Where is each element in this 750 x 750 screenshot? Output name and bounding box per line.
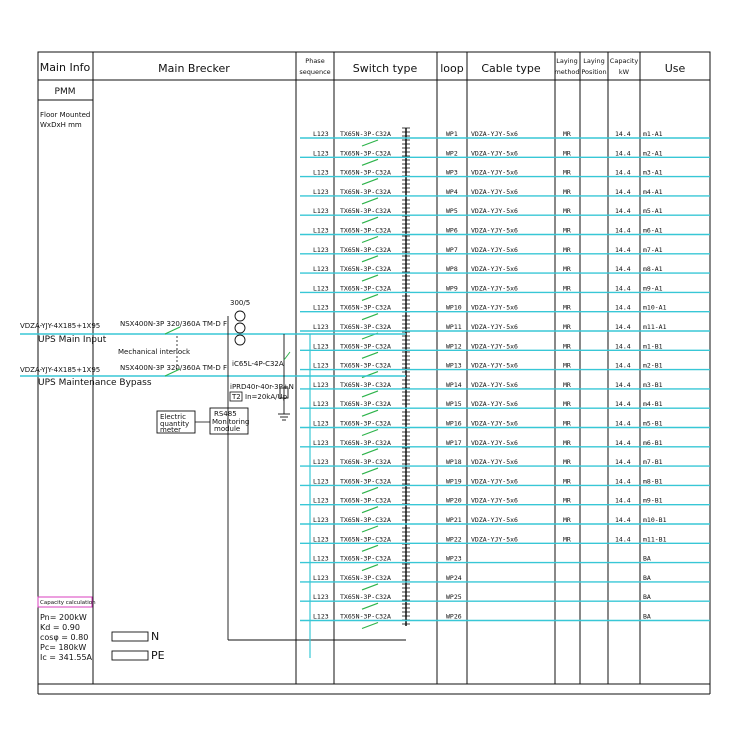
spd-type: T2 [232,393,241,401]
neutral-label: N [151,630,160,643]
circuit-capacity: 14.4 [615,535,631,544]
spd-branch [278,334,290,420]
circuit-phase: L123 [313,207,329,216]
header-switch-type: Switch type [352,62,418,75]
ct-ratio: 300/5 [230,299,251,307]
circuit-capacity: 14.4 [615,303,631,312]
circuit-capacity: 14.4 [615,207,631,216]
circuit-breaker-symbol [362,545,378,551]
circuit-phase: L123 [313,496,329,505]
circuit-loop: WP1 [446,130,458,138]
circuit-loop: WP21 [446,516,462,524]
circuit-switch-type: TX65N-3P-C32A [340,438,391,447]
circuit-row [300,420,710,436]
circuit-loop: WP25 [446,593,462,602]
header-phase-line2: sequence [299,68,331,76]
circuit-cable-type: VDZA-YJY-5x6 [471,226,518,235]
circuit-use: m9-B1 [643,496,663,505]
circuit-capacity: 14.4 [615,419,631,428]
circuit-cable-type: VDZA-YJY-5x6 [471,496,518,505]
circuit-use: m4-A1 [643,187,663,196]
circuit-switch-type: TX65N-3P-C32A [340,612,391,621]
circuit-capacity: 14.4 [615,226,631,235]
incoming-label-1: UPS Main Input [38,335,107,345]
header-main-info: Main Info [39,61,91,74]
panel-mount-line1: Floor Mounted [40,111,91,119]
capacity-ic: Ic = 341.55A [40,653,93,662]
circuit-loop: WP14 [446,380,462,389]
circuit-switch-type: TX65N-3P-C32A [340,593,391,602]
circuit-capacity: 14.4 [615,323,631,331]
circuit-row [300,265,710,281]
circuit-capacity: 14.4 [615,168,631,177]
circuit-cable-type: VDZA-YJY-5x6 [471,342,518,351]
circuit-row [300,188,710,204]
circuit-loop: WP7 [446,245,458,254]
circuit-loop: WP23 [446,554,462,563]
circuit-breaker-symbol [362,217,378,223]
circuit-use: m6-B1 [643,438,663,447]
circuit-laying-method: MR [563,400,571,409]
circuit-loop: WP6 [446,226,458,235]
circuit-row [300,284,710,300]
circuit-breaker-symbol [362,294,378,300]
circuit-cable-type: VDZA-YJY-5x6 [471,516,518,524]
circuit-cable-type: VDZA-YJY-5x6 [471,130,518,138]
circuit-switch-type: TX65N-3P-C32A [340,130,391,138]
circuit-use: BA [643,612,651,621]
circuit-breaker-symbol [362,430,378,436]
circuit-laying-method: MR [563,149,571,158]
circuit-row [300,516,710,532]
header-phase-line1: Phase [305,57,325,65]
circuit-breaker-symbol [362,487,378,493]
panel-info [40,87,90,129]
circuit-loop: WP10 [446,303,462,312]
circuit-phase: L123 [313,419,329,428]
header-capacity-line2: kW [618,68,630,76]
circuit-loop: WP18 [446,458,462,467]
circuit-switch-type: TX65N-3P-C32A [340,149,391,158]
circuit-loop: WP5 [446,207,458,216]
circuit-capacity: 14.4 [615,496,631,505]
circuit-switch-type: TX65N-3P-C32A [340,400,391,409]
circuit-laying-method: MR [563,130,571,138]
circuit-switch-type: TX65N-3P-C32A [340,361,391,370]
circuit-row [300,130,710,146]
circuit-phase: L123 [313,187,329,196]
circuit-cable-type: VDZA-YJY-5x6 [471,187,518,196]
circuit-capacity: 14.4 [615,400,631,409]
circuit-capacity: 14.4 [615,342,631,351]
circuit-row [300,207,710,223]
header-capacity-line1: Capacity [609,57,639,65]
circuit-laying-method: MR [563,535,571,544]
circuit-breaker-symbol [362,237,378,243]
circuit-loop: WP13 [446,361,462,370]
circuit-use: m5-A1 [643,207,663,216]
circuit-row [300,497,710,513]
circuit-row [300,323,710,339]
circuit-phase: L123 [313,535,329,544]
meter-line1: Electric [160,413,186,421]
incoming-breaker-1: NSX400N-3P 320/360A TM-D F [120,320,228,328]
circuit-laying-method: MR [563,265,571,274]
circuit-capacity: 14.4 [615,187,631,196]
circuit-laying-method: MR [563,323,571,331]
circuit-switch-type: TX65N-3P-C32A [340,342,391,351]
circuit-phase: L123 [313,265,329,274]
capacity-pc: Pc= 180kW [40,643,87,652]
circuit-capacity: 14.4 [615,245,631,254]
circuit-laying-method: MR [563,438,571,447]
circuit-phase: L123 [313,458,329,467]
circuit-breaker-symbol [362,198,378,204]
circuit-switch-type: TX65N-3P-C32A [340,187,391,196]
circuit-loop: WP15 [446,400,462,409]
circuit-phase: L123 [313,554,329,563]
circuit-breaker-symbol [362,256,378,262]
circuit-row [300,574,710,590]
monitoring-line2: Monitoring [212,418,250,426]
circuit-capacity: 14.4 [615,380,631,389]
header-laying-method-line1: Laying [556,57,578,65]
incoming-breaker-2: NSX400N-3P 320/360A TM-D F [120,364,228,372]
capacity-calculation [38,597,96,662]
circuit-row [300,342,710,358]
pe-bus [112,649,165,662]
circuit-loop: WP12 [446,342,462,351]
circuit-laying-method: MR [563,419,571,428]
circuit-phase: L123 [313,130,329,138]
incoming-label-2: UPS Maintenance Bypass [38,378,152,388]
circuit-breaker-symbol [362,391,378,397]
circuit-rows [300,130,710,629]
circuit-phase: L123 [313,400,329,409]
spd-breaker-label: iC65L-4P-C32A [232,360,284,368]
header-laying-method-line2: method [554,68,580,76]
circuit-loop: WP9 [446,284,458,293]
circuit-laying-method: MR [563,458,571,467]
circuit-loop: WP22 [446,535,462,544]
header-cable-type: Cable type [481,62,541,75]
spd-rating: In=20kA/Up [245,393,288,401]
circuit-phase: L123 [313,361,329,370]
circuit-loop: WP2 [446,149,458,158]
circuit-breaker-symbol [362,352,378,358]
header-laying-position-line1: Laying [583,57,605,65]
circuit-switch-type: TX65N-3P-C32A [340,496,391,505]
capacity-title: Capacity calculation [40,600,96,606]
circuit-use: m7-B1 [643,458,663,467]
circuit-row [300,362,710,378]
header-row [40,57,686,76]
circuit-breaker-symbol [362,584,378,590]
circuit-cable-type: VDZA-YJY-5x6 [471,207,518,216]
pe-label: PE [151,649,165,662]
circuit-capacity: 14.4 [615,516,631,524]
monitoring-line3: module [214,425,241,433]
circuit-row [300,227,710,243]
circuit-row [300,439,710,455]
circuit-switch-type: TX65N-3P-C32A [340,535,391,544]
circuit-switch-type: TX65N-3P-C32A [340,323,391,331]
circuit-use: m2-B1 [643,361,663,370]
circuit-cable-type: VDZA-YJY-5x6 [471,149,518,158]
circuit-breaker-symbol [362,410,378,416]
circuit-laying-method: MR [563,187,571,196]
circuit-laying-method: MR [563,245,571,254]
circuit-use: m3-A1 [643,168,663,177]
circuit-switch-type: TX65N-3P-C32A [340,380,391,389]
circuit-switch-type: TX65N-3P-C32A [340,303,391,312]
circuit-use: m9-A1 [643,284,663,293]
circuit-breaker-symbol [362,565,378,571]
capacity-kd: Kd = 0.90 [40,623,80,632]
circuit-phase: L123 [313,284,329,293]
circuit-switch-type: TX65N-3P-C32A [340,284,391,293]
header-loop: loop [440,62,464,75]
panel-name: PMM [54,87,76,97]
circuit-cable-type: VDZA-YJY-5x6 [471,458,518,467]
circuit-use: m3-B1 [643,380,663,389]
circuit-capacity: 14.4 [615,130,631,138]
circuit-laying-method: MR [563,342,571,351]
circuit-row [300,381,710,397]
circuit-use: m5-B1 [643,419,663,428]
circuit-loop: WP26 [446,612,462,621]
circuit-loop: WP20 [446,496,462,505]
circuit-phase: L123 [313,477,329,486]
circuit-row [300,400,710,416]
circuit-loop: WP8 [446,265,458,274]
monitoring-box [210,408,249,434]
circuit-breaker-symbol [362,275,378,281]
circuit-breaker-symbol [362,623,378,629]
circuit-switch-type: TX65N-3P-C32A [340,458,391,467]
circuit-phase: L123 [313,149,329,158]
circuit-use: m11-B1 [643,535,667,544]
incoming-cable-2: VDZA-YJY-4X185+1X95 [20,366,101,374]
circuit-capacity: 14.4 [615,458,631,467]
circuit-phase: L123 [313,438,329,447]
circuit-capacity: 14.4 [615,265,631,274]
mechanical-interlock-label: Mechanical interlock [118,348,191,356]
circuit-phase: L123 [313,516,329,524]
circuit-phase: L123 [313,323,329,331]
circuit-breaker-symbol [362,159,378,165]
circuit-breaker-symbol [362,179,378,185]
circuit-use: m1-A1 [643,130,663,138]
incoming-breaker-1-symbol [165,327,180,334]
incoming-cable-1: VDZA-YJY-4X185+1X95 [20,322,101,330]
circuit-cable-type: VDZA-YJY-5x6 [471,361,518,370]
circuit-row [300,593,710,609]
circuit-switch-type: TX65N-3P-C32A [340,168,391,177]
circuit-laying-method: MR [563,516,571,524]
circuit-breaker-symbol [362,314,378,320]
circuit-phase: L123 [313,168,329,177]
header-laying-position-line2: Position [581,68,607,76]
circuit-phase: L123 [313,245,329,254]
circuit-switch-type: TX65N-3P-C32A [340,477,391,486]
circuit-switch-type: TX65N-3P-C32A [340,554,391,563]
circuit-row [300,304,710,320]
circuit-loop: WP3 [446,168,458,177]
meter-line2: quantity [160,420,190,428]
circuit-cable-type: VDZA-YJY-5x6 [471,400,518,409]
monitoring-line1: RS485 [214,410,237,418]
circuit-use: BA [643,554,651,563]
circuit-use: m11-A1 [643,323,667,331]
circuit-use: m6-A1 [643,226,663,235]
circuit-row [300,477,710,493]
circuit-phase: L123 [313,380,329,389]
circuit-row [300,555,710,571]
circuit-laying-method: MR [563,477,571,486]
circuit-cable-type: VDZA-YJY-5x6 [471,245,518,254]
circuit-laying-method: MR [563,226,571,235]
circuit-capacity: 14.4 [615,477,631,486]
neutral-bus [112,630,159,643]
circuit-row [300,535,710,551]
circuit-loop: WP16 [446,419,462,428]
circuit-switch-type: TX65N-3P-C32A [340,265,391,274]
capacity-pn: Pn= 200kW [40,613,87,622]
circuit-breaker-symbol [362,449,378,455]
circuit-breaker-symbol [362,468,378,474]
circuit-cable-type: VDZA-YJY-5x6 [471,535,518,544]
circuit-phase: L123 [313,342,329,351]
circuit-loop: WP11 [446,323,462,331]
circuit-use: m4-B1 [643,400,663,409]
spd-model: iPRD40r-40r-3P+N [230,383,294,391]
circuit-cable-type: VDZA-YJY-5x6 [471,380,518,389]
circuit-use: m10-A1 [643,303,667,312]
circuit-switch-type: TX65N-3P-C32A [340,419,391,428]
circuit-laying-method: MR [563,380,571,389]
header-main-breaker: Main Brecker [158,62,230,75]
circuit-cable-type: VDZA-YJY-5x6 [471,323,518,331]
capacity-cos: cosφ = 0.80 [40,633,89,642]
circuit-use: m8-A1 [643,265,663,274]
circuit-phase: L123 [313,593,329,602]
circuit-use: m1-B1 [643,342,663,351]
circuit-use: BA [643,573,651,582]
meter-line3: meter [160,426,182,434]
circuit-cable-type: VDZA-YJY-5x6 [471,303,518,312]
circuit-loop: WP24 [446,573,462,582]
circuit-phase: L123 [313,612,329,621]
circuit-row [300,149,710,165]
circuit-capacity: 14.4 [615,149,631,158]
circuit-loop: WP17 [446,438,462,447]
circuit-laying-method: MR [563,168,571,177]
circuit-switch-type: TX65N-3P-C32A [340,226,391,235]
circuit-use: m10-B1 [643,516,667,524]
circuit-switch-type: TX65N-3P-C32A [340,573,391,582]
circuit-laying-method: MR [563,303,571,312]
circuit-row [300,458,710,474]
circuit-laying-method: MR [563,284,571,293]
circuit-phase: L123 [313,226,329,235]
header-use: Use [664,62,686,75]
circuit-breaker-symbol [362,526,378,532]
circuit-cable-type: VDZA-YJY-5x6 [471,168,518,177]
circuit-breaker-symbol [362,507,378,513]
circuit-switch-type: TX65N-3P-C32A [340,245,391,254]
circuit-cable-type: VDZA-YJY-5x6 [471,284,518,293]
circuit-row [300,613,710,629]
circuit-cable-type: VDZA-YJY-5x6 [471,419,518,428]
meter-box [157,411,195,434]
circuit-capacity: 14.4 [615,284,631,293]
circuit-phase: L123 [313,573,329,582]
circuit-capacity: 14.4 [615,361,631,370]
circuit-breaker-symbol [362,603,378,609]
circuit-cable-type: VDZA-YJY-5x6 [471,477,518,486]
circuit-loop: WP4 [446,187,458,196]
circuit-use: m8-B1 [643,477,663,486]
panel-mount-line2: WxDxH mm [40,121,82,129]
circuit-capacity: 14.4 [615,438,631,447]
circuit-laying-method: MR [563,496,571,505]
circuit-phase: L123 [313,303,329,312]
circuit-cable-type: VDZA-YJY-5x6 [471,438,518,447]
circuit-use: m2-A1 [643,149,663,158]
circuit-laying-method: MR [563,207,571,216]
circuit-laying-method: MR [563,361,571,370]
circuit-row [300,246,710,262]
circuit-row [300,169,710,185]
circuit-breaker-symbol [362,140,378,146]
circuit-use: BA [643,593,651,602]
circuit-cable-type: VDZA-YJY-5x6 [471,265,518,274]
circuit-switch-type: TX65N-3P-C32A [340,516,391,524]
circuit-use: m7-A1 [643,245,663,254]
circuit-loop: WP19 [446,477,462,486]
circuit-switch-type: TX65N-3P-C32A [340,207,391,216]
